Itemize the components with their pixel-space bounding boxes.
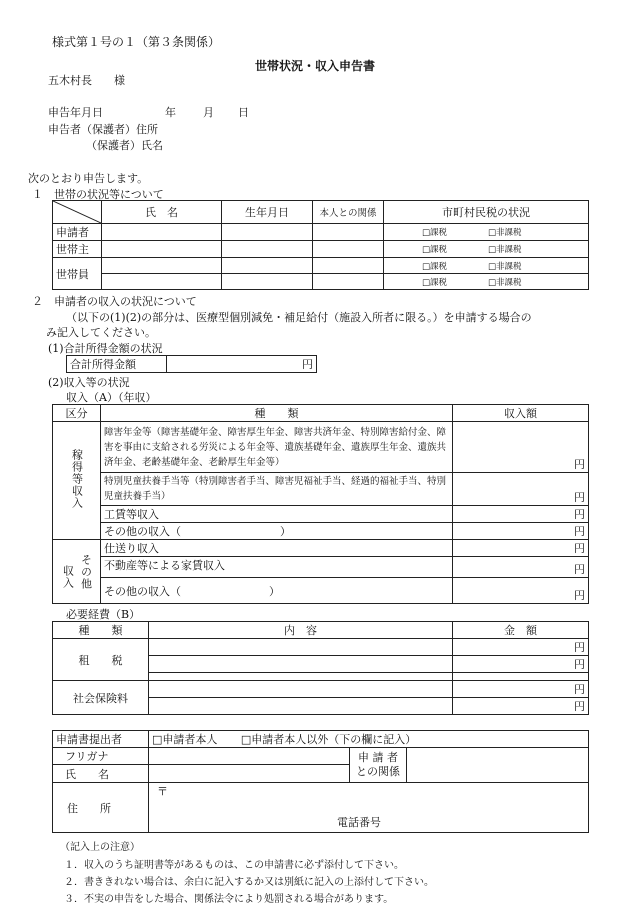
income-heading: 収入（A）（年収） [66, 391, 157, 404]
self-checkbox[interactable]: □申請者本人 [152, 733, 218, 746]
col-birthdate: 生年月日 [222, 201, 313, 224]
submitter-table [52, 730, 589, 833]
untaxed-checkbox[interactable]: □非課税 [485, 258, 589, 274]
col-type: 種 類 [101, 405, 453, 422]
row-head-label: 世帯主 [53, 241, 102, 258]
total-income-table [66, 355, 317, 373]
sub1-heading: (1)合計所得金額の状況 [48, 342, 163, 355]
tax-amount[interactable]: 円 [453, 656, 589, 673]
insurance-content-cell[interactable] [149, 698, 453, 715]
relation-label [350, 748, 407, 783]
postal-mark: 〒 [157, 785, 168, 798]
earned-label: 稼得等収入 [70, 449, 84, 509]
note-item: １．収入のうち証明書等があるものは、この申請書に必ず添付して下さい。 [64, 860, 404, 871]
row-applicant-label: 申請者 [53, 224, 102, 241]
member-birth-cell[interactable] [222, 274, 313, 290]
submitter-name-input[interactable] [149, 765, 350, 783]
submitter-label: 申請書提出者 [53, 731, 149, 748]
submitter-name-label: 氏 名 [53, 765, 149, 783]
insurance-content-cell[interactable] [149, 681, 453, 698]
head-birth-cell[interactable] [222, 241, 313, 258]
year-label: 年 [165, 106, 176, 119]
other-income2-amount[interactable]: 円 [453, 578, 589, 604]
member-name-cell[interactable] [102, 274, 222, 290]
taxed-checkbox[interactable]: □課税 [384, 241, 486, 258]
intro-text: 次のとおり申告します。 [28, 172, 149, 185]
col-category: 区分 [53, 405, 101, 422]
month-label: 月 [203, 106, 214, 119]
addressee: 五木村長 様 [48, 74, 125, 87]
col-amount: 収入額 [453, 405, 589, 422]
tax-content-cell[interactable] [149, 673, 453, 681]
insurance-amount[interactable]: 円 [453, 698, 589, 715]
note-item: ３．不実の申告をした場合、関係法令により処罰される場合があります。 [64, 894, 394, 905]
furigana-input[interactable] [149, 748, 350, 765]
day-label: 日 [238, 106, 249, 119]
untaxed-checkbox[interactable]: □非課税 [485, 274, 589, 290]
allowance-type: 特別児童扶養手当等（特別障害者手当、障害児福祉手当、経過的福祉手当、特別児童扶養手当） [101, 473, 453, 506]
sub2-heading: (2)収入等の状況 [48, 376, 130, 389]
address-label: 申告者（保護者）住所 [48, 123, 158, 136]
member-relation-cell[interactable] [313, 274, 384, 290]
member-name-cell[interactable] [102, 258, 222, 274]
taxed-checkbox[interactable]: □課税 [384, 224, 486, 241]
furigana-label: フリガナ [53, 748, 149, 765]
submitter-options [149, 731, 589, 748]
note-item: ２．書ききれない場合は、余白に記入するか又は別紙に記入の上添付して下さい。 [64, 877, 434, 888]
section2-note-2: み記入してください。 [46, 326, 156, 339]
insurance-amount[interactable]: 円 [453, 681, 589, 698]
exp-col-amount: 金 額 [453, 622, 589, 639]
notes-heading: （記入上の注意） [60, 842, 140, 853]
total-income-label: 合計所得金額 [67, 356, 167, 373]
submitter-address-input[interactable] [149, 783, 589, 833]
income-table [52, 404, 589, 604]
expense-table [52, 621, 589, 715]
col-tax-status: 市町村民税の状況 [384, 201, 589, 224]
earned-income-category [53, 422, 101, 540]
exp-col-type: 種 類 [53, 622, 149, 639]
section2-heading: ２ 申請者の収入の状況について [32, 295, 197, 308]
tax-amount-blank[interactable] [453, 673, 589, 681]
tax-content-cell[interactable] [149, 639, 453, 656]
form-number: 様式第１号の１（第３条関係） [52, 35, 221, 49]
other-label-2: 収入 [61, 564, 75, 589]
other-income-category [53, 540, 101, 604]
row-member-label: 世帯員 [53, 258, 102, 290]
tax-amount[interactable]: 円 [453, 639, 589, 656]
head-relation-cell[interactable] [313, 241, 384, 258]
member-relation-cell[interactable] [313, 258, 384, 274]
section2-note-1: （以下の(1)(2)の部分は、医療型個別減免・補足給付（施設入所者に限る。）を申請する場合の [66, 311, 532, 324]
col-relation: 本人との関係 [313, 201, 384, 224]
head-name-cell[interactable] [102, 241, 222, 258]
section1-heading: １ 世帯の状況等について [32, 188, 164, 201]
wage-amount[interactable]: 円 [453, 506, 589, 523]
date-label: 申告年月日 [48, 106, 103, 119]
relation-input[interactable] [407, 748, 589, 783]
wage-type: 工賃等収入 [101, 506, 453, 523]
member-birth-cell[interactable] [222, 258, 313, 274]
applicant-relation-cell[interactable] [313, 224, 384, 241]
applicant-birth-cell[interactable] [222, 224, 313, 241]
pension-type: 障害年金等（障害基礎年金、障害厚生年金、障害共済年金、特別障害給付金、障害を事由に支給される労災による年金等、遺族基礎年金、遺族厚生年金、遺族共済年金、老齢基礎年金、老齢厚生年金等） [101, 422, 453, 473]
total-income-value[interactable]: 円 [167, 356, 317, 373]
rent-amount[interactable]: 円 [453, 557, 589, 578]
rent-type: 不動産等による家賃収入 [101, 557, 453, 578]
other-checkbox[interactable]: □申請者本人以外（下の欄に記入） [240, 733, 417, 746]
untaxed-checkbox[interactable]: □非課税 [485, 241, 589, 258]
exp-col-content: 内 容 [149, 622, 453, 639]
insurance-label: 社会保険料 [53, 681, 149, 715]
taxed-checkbox[interactable]: □課税 [384, 274, 486, 290]
col-name: 氏 名 [102, 201, 222, 224]
submitter-address-label: 住 所 [53, 783, 149, 833]
untaxed-checkbox[interactable]: □非課税 [485, 224, 589, 241]
other-income-amount[interactable]: 円 [453, 523, 589, 540]
name-label: （保護者）氏名 [86, 139, 163, 152]
phone-label: 電話番号 [337, 816, 381, 829]
applicant-name-cell[interactable] [102, 224, 222, 241]
other-label-1: その他 [79, 553, 93, 590]
tax-label: 租 税 [53, 639, 149, 681]
diagonal-cell [53, 201, 102, 224]
relation-label-1: 申 請 者 [358, 751, 398, 764]
household-table [52, 200, 589, 290]
page-title: 世帯状況・収入申告書 [255, 59, 376, 73]
taxed-checkbox[interactable]: □課税 [384, 258, 486, 274]
pension-amount[interactable]: 円 [453, 422, 589, 473]
other-income-type: その他の収入（ ） [101, 523, 453, 540]
tax-content-cell[interactable] [149, 656, 453, 673]
remittance-type: 仕送り収入 [101, 540, 453, 557]
other-income2-type: その他の収入（ ） [101, 578, 453, 604]
expense-heading: 必要経費（B） [66, 608, 141, 621]
allowance-amount[interactable]: 円 [453, 473, 589, 506]
remittance-amount[interactable]: 円 [453, 540, 589, 557]
relation-label-2: との関係 [356, 765, 400, 778]
